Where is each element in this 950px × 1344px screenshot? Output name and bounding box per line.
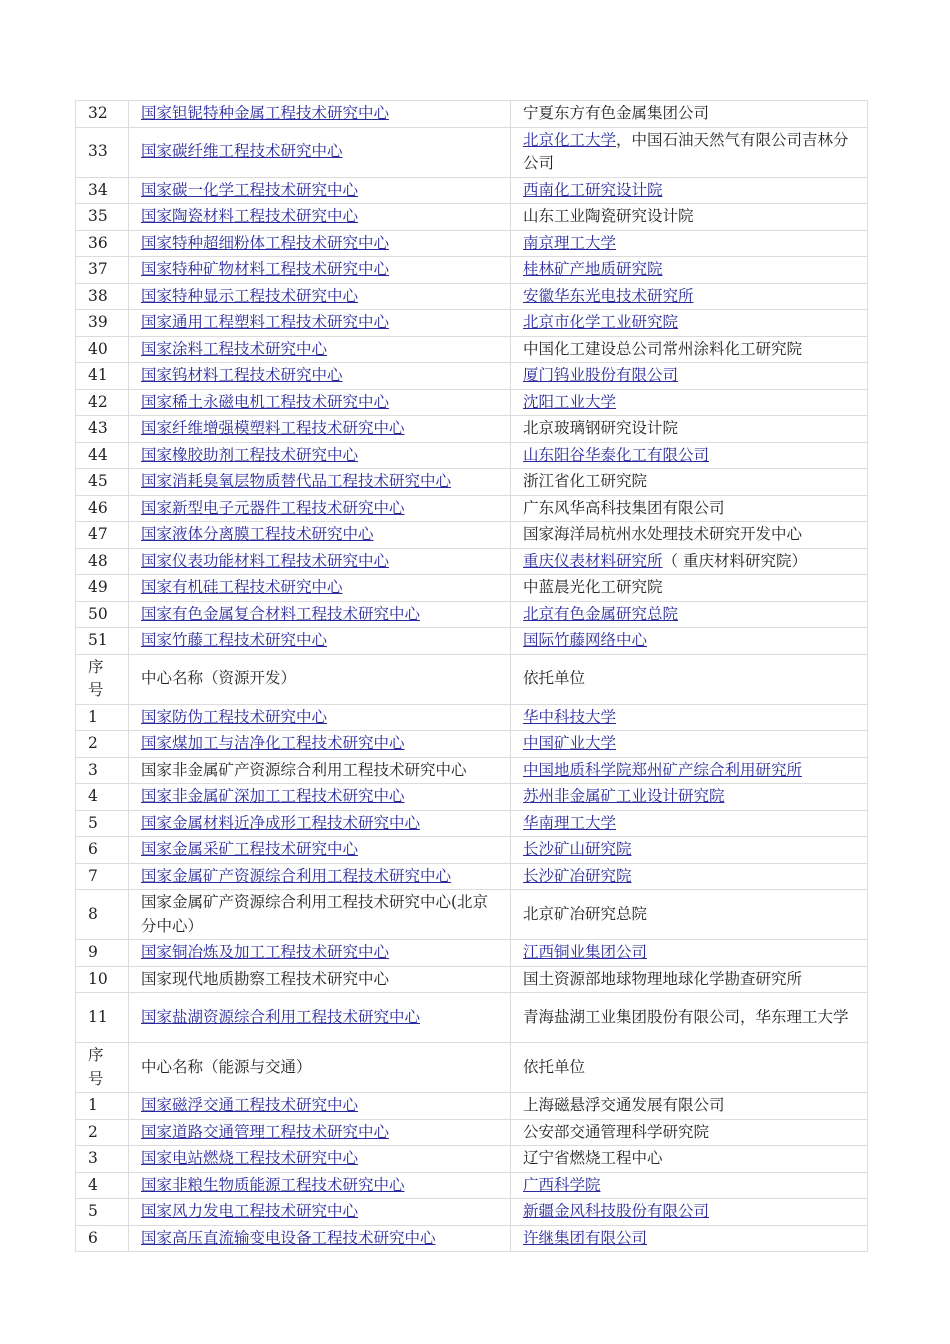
table-row — [76, 1172, 868, 1199]
table-row — [76, 810, 868, 837]
table-row — [76, 1225, 868, 1252]
host-organization-link[interactable]: 苏州非金属矿工业设计研究院 — [523, 787, 725, 805]
centers-table — [75, 100, 868, 1252]
table-row — [76, 940, 868, 967]
row-number: 49 — [76, 575, 129, 602]
center-name-link[interactable]: 国家仪表功能材料工程技术研究中心 — [141, 551, 390, 570]
center-name-cell — [129, 757, 511, 784]
host-organization-cell — [511, 548, 868, 575]
center-name-cell — [129, 177, 511, 204]
host-organization-text: 北京矿冶研究总院 — [523, 904, 648, 923]
row-number: 5 — [76, 1199, 129, 1226]
host-organization-link[interactable]: 长沙矿山研究院 — [523, 840, 632, 858]
center-name-cell — [129, 1225, 511, 1252]
section-header-row — [76, 654, 868, 704]
center-name-cell — [129, 416, 511, 443]
host-organization-cell — [511, 654, 868, 704]
center-name-link[interactable]: 国家铜冶炼及加工工程技术研究中心 — [141, 943, 390, 961]
host-organization-cell — [511, 757, 868, 784]
host-organization-link[interactable]: 沈阳工业大学 — [523, 392, 617, 411]
center-name-link[interactable]: 国家钨材料工程技术研究中心 — [141, 366, 343, 384]
host-organization-text: 浙江省化工研究院 — [523, 472, 648, 490]
table-row — [76, 863, 868, 890]
center-name-link[interactable]: 国家竹藤工程技术研究中心 — [141, 631, 328, 649]
center-name-cell — [129, 363, 511, 390]
table-row — [76, 890, 868, 940]
center-name-cell — [129, 1199, 511, 1226]
center-name-cell — [129, 522, 511, 549]
host-organization-cell — [511, 966, 868, 993]
center-name-link[interactable]: 国家钽铌特种金属工程技术研究中心 — [141, 104, 390, 122]
host-organization-link[interactable]: 南京理工大学 — [523, 233, 617, 252]
row-number: 11 — [76, 993, 129, 1043]
center-name-link[interactable]: 国家非粮生物质能源工程技术研究中心 — [141, 1175, 405, 1194]
host-organization-text: 北京玻璃钢研究设计院 — [523, 419, 679, 437]
row-number: 6 — [76, 1225, 129, 1252]
center-name-cell — [129, 704, 511, 731]
row-number: 41 — [76, 363, 129, 390]
center-name-link[interactable]: 国家橡胶助剂工程技术研究中心 — [141, 445, 359, 464]
center-name-link[interactable]: 国家盐湖资源综合利用工程技术研究中心 — [141, 1007, 421, 1026]
host-organization-text: 依托单位 — [523, 669, 586, 688]
row-number: 43 — [76, 416, 129, 443]
row-number: 35 — [76, 204, 129, 231]
row-number: 3 — [76, 757, 129, 784]
center-name-cell — [129, 863, 511, 890]
center-name-cell — [129, 1119, 511, 1146]
center-name-cell — [129, 966, 511, 993]
center-name-text: 国家非金属矿产资源综合利用工程技术研究中心 — [141, 760, 467, 779]
host-organization-text: 中蓝晨光化工研究院 — [523, 578, 663, 596]
center-name-link[interactable]: 国家碳纤维工程技术研究中心 — [141, 142, 343, 161]
center-name-text: 中心名称（能源与交通） — [141, 1057, 312, 1076]
center-name-cell — [129, 993, 511, 1043]
center-name-link[interactable]: 国家通用工程塑料工程技术研究中心 — [141, 313, 390, 331]
host-organization-cell — [511, 336, 868, 363]
center-name-cell — [129, 575, 511, 602]
host-organization-link[interactable]: 厦门钨业股份有限公司 — [523, 366, 679, 384]
host-organization-text: 上海磁悬浮交通发展有限公司 — [523, 1096, 725, 1114]
host-organization-cell — [511, 1172, 868, 1199]
table-row — [76, 101, 868, 128]
center-name-link[interactable]: 国家消耗臭氧层物质替代品工程技术研究中心 — [141, 472, 452, 490]
host-organization-cell — [511, 257, 868, 284]
center-name-link[interactable]: 国家特种超细粉体工程技术研究中心 — [141, 233, 390, 252]
row-number: 40 — [76, 336, 129, 363]
table-row — [76, 575, 868, 602]
host-organization-link[interactable]: 北京市化学工业研究院 — [523, 313, 679, 331]
center-name-cell — [129, 495, 511, 522]
host-organization-text: ，中国石油天然气有限公司吉林分公司 — [523, 130, 849, 172]
row-number: 39 — [76, 310, 129, 337]
center-name-link[interactable]: 国家特种矿物材料工程技术研究中心 — [141, 260, 390, 278]
table-row — [76, 731, 868, 758]
center-name-link[interactable]: 国家纤维增强模塑料工程技术研究中心 — [141, 419, 405, 437]
center-name-link[interactable]: 国家非金属矿深加工工程技术研究中心 — [141, 787, 405, 805]
host-organization-cell — [511, 389, 868, 416]
host-organization-cell — [511, 127, 868, 177]
row-number: 38 — [76, 283, 129, 310]
host-organization-link[interactable]: 国际竹藤网络中心 — [523, 631, 648, 649]
host-organization-cell — [511, 1225, 868, 1252]
center-name-link[interactable]: 国家金属材料近净成形工程技术研究中心 — [141, 813, 421, 832]
row-number: 8 — [76, 890, 129, 940]
host-organization-cell — [511, 575, 868, 602]
host-organization-cell — [511, 495, 868, 522]
host-organization-link[interactable]: 新疆金风科技股份有限公司 — [523, 1202, 710, 1220]
row-number: 6 — [76, 837, 129, 864]
host-organization-text: 国土资源部地球物理地球化学勘查研究所 — [523, 969, 803, 988]
center-name-cell — [129, 442, 511, 469]
center-name-cell — [129, 940, 511, 967]
host-organization-cell — [511, 101, 868, 128]
table-row — [76, 601, 868, 628]
center-name-link[interactable]: 国家道路交通管理工程技术研究中心 — [141, 1122, 390, 1141]
host-organization-link[interactable]: 华中科技大学 — [523, 707, 617, 726]
host-organization-cell — [511, 1146, 868, 1173]
row-number: 36 — [76, 230, 129, 257]
host-organization-cell — [511, 442, 868, 469]
row-number: 44 — [76, 442, 129, 469]
center-name-link[interactable]: 国家有机硅工程技术研究中心 — [141, 578, 343, 596]
host-organization-cell — [511, 416, 868, 443]
center-name-cell — [129, 1146, 511, 1173]
row-number: 3 — [76, 1146, 129, 1173]
table-row — [76, 177, 868, 204]
table-row — [76, 127, 868, 177]
host-organization-link[interactable]: 中国地质科学院郑州矿产综合利用研究所 — [523, 760, 803, 779]
host-organization-cell — [511, 810, 868, 837]
host-organization-cell — [511, 310, 868, 337]
table-row — [76, 548, 868, 575]
table-row — [76, 336, 868, 363]
center-name-cell — [129, 628, 511, 655]
row-number: 10 — [76, 966, 129, 993]
table-row — [76, 389, 868, 416]
row-number: 47 — [76, 522, 129, 549]
table-row — [76, 966, 868, 993]
host-organization-cell — [511, 1043, 868, 1093]
center-name-link[interactable]: 国家陶瓷材料工程技术研究中心 — [141, 207, 359, 225]
host-organization-cell — [511, 784, 868, 811]
center-name-cell — [129, 1043, 511, 1093]
center-name-cell — [129, 601, 511, 628]
row-number: 45 — [76, 469, 129, 496]
center-name-text: 中心名称（资源开发） — [141, 669, 297, 688]
table-row — [76, 230, 868, 257]
host-organization-text: （ 重庆材料研究院） — [662, 551, 807, 570]
center-name-link[interactable]: 国家磁浮交通工程技术研究中心 — [141, 1096, 359, 1114]
host-organization-cell — [511, 837, 868, 864]
row-number: 32 — [76, 101, 129, 128]
center-name-link[interactable]: 国家有色金属复合材料工程技术研究中心 — [141, 604, 421, 623]
host-organization-cell — [511, 601, 868, 628]
host-organization-cell — [511, 993, 868, 1043]
table-row — [76, 257, 868, 284]
row-number: 2 — [76, 1119, 129, 1146]
center-name-link[interactable]: 国家煤加工与洁净化工程技术研究中心 — [141, 734, 405, 752]
row-number: 2 — [76, 731, 129, 758]
table-row — [76, 993, 868, 1043]
row-number: 33 — [76, 127, 129, 177]
center-name-link[interactable]: 国家高压直流输变电设备工程技术研究中心 — [141, 1228, 436, 1247]
row-number: 序号 — [76, 1043, 129, 1093]
row-number: 1 — [76, 1093, 129, 1120]
row-number: 5 — [76, 810, 129, 837]
host-organization-cell — [511, 940, 868, 967]
host-organization-link[interactable]: 广西科学院 — [523, 1175, 601, 1194]
host-organization-link[interactable]: 江西铜业集团公司 — [523, 943, 648, 961]
row-number: 9 — [76, 940, 129, 967]
host-organization-cell — [511, 283, 868, 310]
host-organization-cell — [511, 469, 868, 496]
center-name-cell — [129, 336, 511, 363]
center-name-cell — [129, 654, 511, 704]
center-name-link[interactable]: 国家碳一化学工程技术研究中心 — [141, 180, 359, 199]
center-name-cell — [129, 310, 511, 337]
host-organization-link[interactable]: 桂林矿产地质研究院 — [523, 260, 663, 278]
center-name-cell — [129, 204, 511, 231]
host-organization-text: 国家海洋局杭州水处理技术研究开发中心 — [523, 525, 803, 543]
host-organization-text: 广东风华高科技集团有限公司 — [523, 498, 725, 517]
host-organization-cell — [511, 731, 868, 758]
host-organization-link[interactable]: 华南理工大学 — [523, 813, 617, 832]
center-name-cell — [129, 257, 511, 284]
center-name-link[interactable]: 国家稀土永磁电机工程技术研究中心 — [141, 392, 390, 411]
center-name-link[interactable]: 国家金属采矿工程技术研究中心 — [141, 840, 359, 858]
host-organization-link[interactable]: 西南化工研究设计院 — [523, 180, 663, 199]
center-name-cell — [129, 731, 511, 758]
table-row — [76, 704, 868, 731]
table-row — [76, 1146, 868, 1173]
row-number: 48 — [76, 548, 129, 575]
host-organization-link[interactable]: 北京有色金属研究总院 — [523, 604, 679, 623]
table-row — [76, 1119, 868, 1146]
host-organization-cell — [511, 628, 868, 655]
host-organization-text: 宁夏东方有色金属集团公司 — [523, 104, 710, 122]
host-organization-text: 青海盐湖工业集团股份有限公司，华东理工大学 — [523, 1007, 849, 1026]
center-name-cell — [129, 469, 511, 496]
table-row — [76, 522, 868, 549]
host-organization-link[interactable]: 北京化工大学 — [523, 130, 617, 149]
table-row — [76, 469, 868, 496]
row-number: 7 — [76, 863, 129, 890]
row-number: 4 — [76, 784, 129, 811]
host-organization-link[interactable]: 许继集团有限公司 — [523, 1228, 648, 1247]
table-row — [76, 204, 868, 231]
row-number: 序号 — [76, 654, 129, 704]
center-name-link[interactable]: 国家风力发电工程技术研究中心 — [141, 1202, 359, 1220]
row-number: 34 — [76, 177, 129, 204]
host-organization-text: 中国化工建设总公司常州涂料化工研究院 — [523, 339, 803, 358]
row-number: 4 — [76, 1172, 129, 1199]
row-number: 1 — [76, 704, 129, 731]
row-number: 37 — [76, 257, 129, 284]
center-name-cell — [129, 127, 511, 177]
center-name-link[interactable]: 国家涂料工程技术研究中心 — [141, 339, 328, 358]
host-organization-cell — [511, 1199, 868, 1226]
center-name-link[interactable]: 国家电站燃烧工程技术研究中心 — [141, 1149, 359, 1167]
row-number: 50 — [76, 601, 129, 628]
center-name-link[interactable]: 国家特种显示工程技术研究中心 — [141, 286, 359, 305]
row-number: 51 — [76, 628, 129, 655]
center-name-text: 国家金属矿产资源综合利用工程技术研究中心(北京分中心） — [141, 893, 489, 935]
host-organization-cell — [511, 204, 868, 231]
host-organization-cell — [511, 1119, 868, 1146]
table-row — [76, 784, 868, 811]
center-name-cell — [129, 784, 511, 811]
center-name-cell — [129, 389, 511, 416]
center-name-cell — [129, 548, 511, 575]
host-organization-cell — [511, 522, 868, 549]
center-name-text: 国家现代地质勘察工程技术研究中心 — [141, 969, 390, 988]
host-organization-text: 辽宁省燃烧工程中心 — [523, 1149, 663, 1167]
table-row — [76, 363, 868, 390]
center-name-cell — [129, 837, 511, 864]
host-organization-cell — [511, 1093, 868, 1120]
table-row — [76, 1199, 868, 1226]
row-number: 46 — [76, 495, 129, 522]
host-organization-cell — [511, 230, 868, 257]
host-organization-text: 依托单位 — [523, 1057, 586, 1076]
table-row — [76, 283, 868, 310]
center-name-cell — [129, 101, 511, 128]
host-organization-text: 山东工业陶瓷研究设计院 — [523, 207, 694, 225]
host-organization-cell — [511, 863, 868, 890]
table-row — [76, 757, 868, 784]
center-name-link[interactable]: 国家液体分离膜工程技术研究中心 — [141, 525, 374, 543]
host-organization-link[interactable]: 长沙矿冶研究院 — [523, 866, 632, 885]
center-name-cell — [129, 810, 511, 837]
host-organization-link[interactable]: 山东阳谷华泰化工有限公司 — [523, 445, 710, 464]
host-organization-link[interactable]: 重庆仪表材料研究所 — [523, 551, 663, 570]
table-row — [76, 495, 868, 522]
host-organization-cell — [511, 890, 868, 940]
table-row — [76, 1093, 868, 1120]
center-name-cell — [129, 1093, 511, 1120]
host-organization-text: 公安部交通管理科学研究院 — [523, 1122, 710, 1141]
table-row — [76, 416, 868, 443]
host-organization-link[interactable]: 中国矿业大学 — [523, 734, 617, 752]
host-organization-cell — [511, 177, 868, 204]
center-name-cell — [129, 1172, 511, 1199]
section-header-row — [76, 1043, 868, 1093]
center-name-link[interactable]: 国家防伪工程技术研究中心 — [141, 707, 328, 726]
row-number: 42 — [76, 389, 129, 416]
host-organization-cell — [511, 363, 868, 390]
center-name-cell — [129, 890, 511, 940]
center-name-link[interactable]: 国家新型电子元器件工程技术研究中心 — [141, 498, 405, 517]
center-name-cell — [129, 230, 511, 257]
center-name-cell — [129, 283, 511, 310]
center-name-link[interactable]: 国家金属矿产资源综合利用工程技术研究中心 — [141, 866, 452, 885]
host-organization-cell — [511, 704, 868, 731]
table-row — [76, 310, 868, 337]
table-body — [76, 101, 868, 1252]
table-row — [76, 628, 868, 655]
table-row — [76, 837, 868, 864]
host-organization-link[interactable]: 安徽华东光电技术研究所 — [523, 286, 694, 305]
table-row — [76, 442, 868, 469]
